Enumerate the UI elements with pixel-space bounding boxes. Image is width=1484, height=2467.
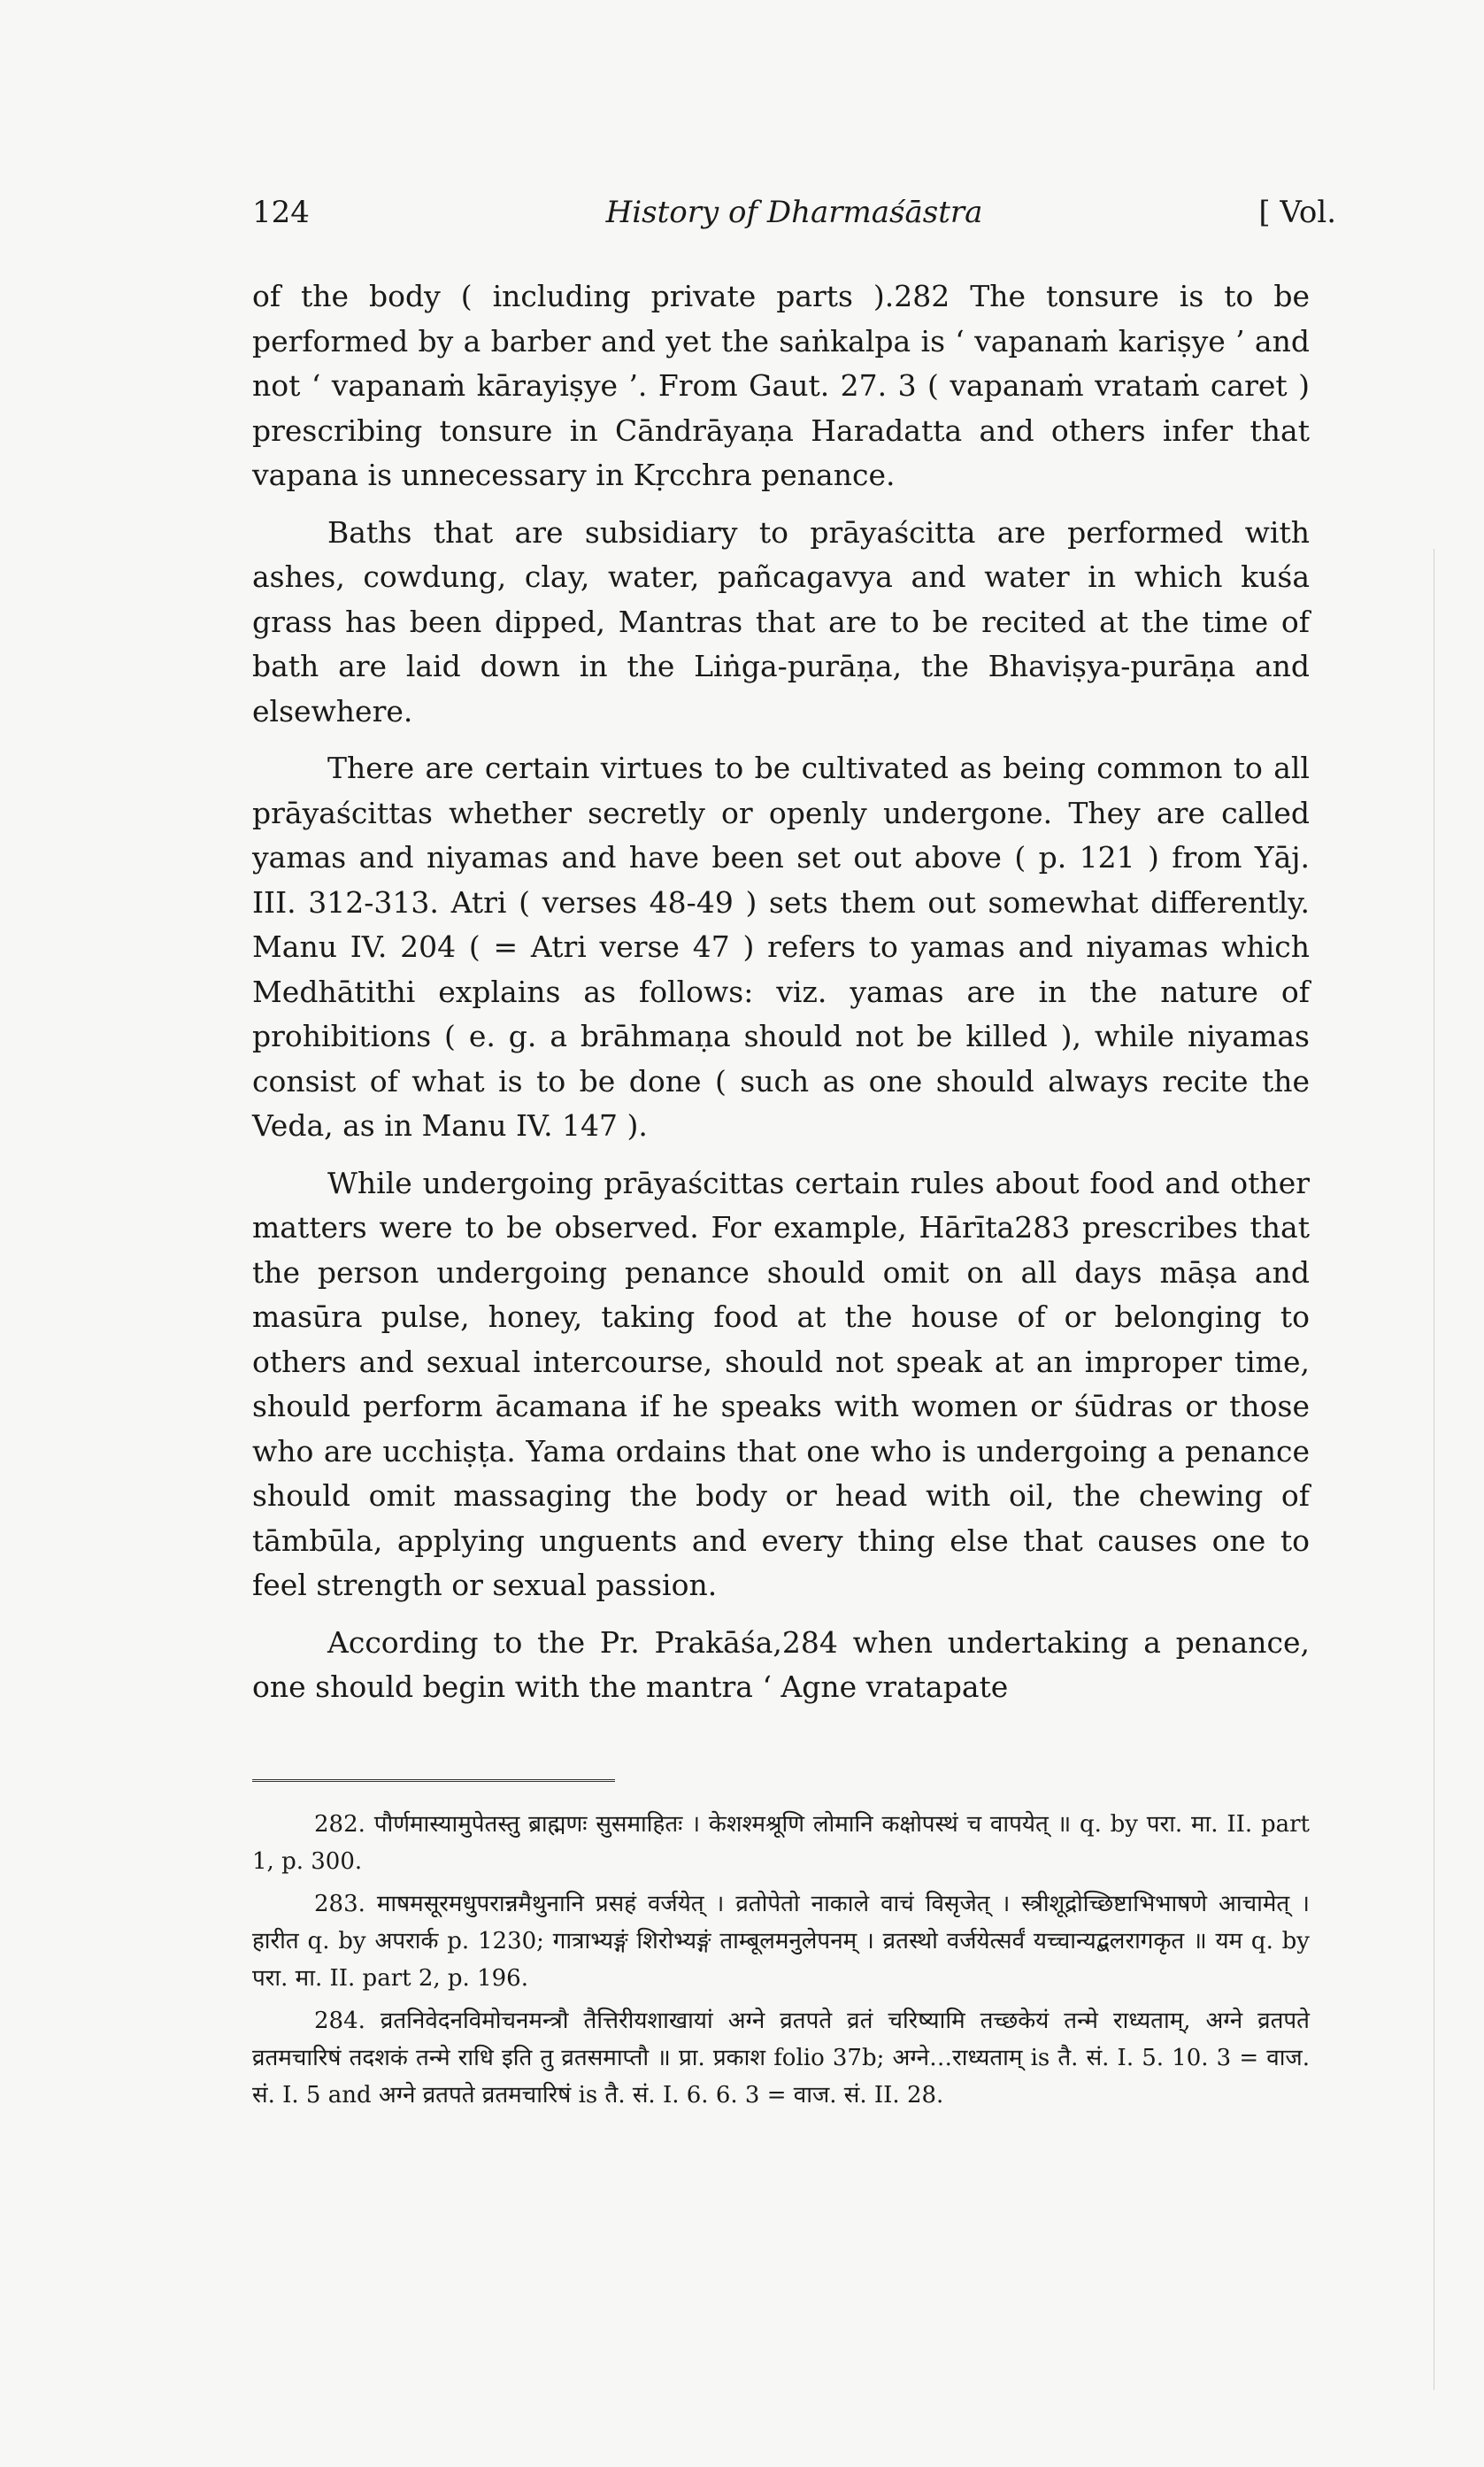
main-text: [252, 274, 1310, 1723]
volume-label: [ Vol.: [1258, 195, 1336, 230]
footnotes: [252, 1806, 1310, 2119]
footnote-divider: [252, 1779, 615, 1782]
footnote-282: 282. पौर्णमास्यामुपेतस्तु ब्राह्मणः सुसमाहितः । केशश्मश्रूणि लोमानि कक्षोपस्थं च वापयेत् ॥ q. by परा. मा. II. part 1, p. 300.: [252, 1811, 1310, 1875]
paragraph-mantra: According to the Pr. Prakāśa,284 when undertaking a penance, one should begin with the mantra ‘ Agne vratapate: [252, 1624, 1310, 1704]
running-title: History of Dharmaśāstra: [605, 195, 983, 230]
footnote-283: 283. माषमसूरमधुपरान्नमैथुनानि प्रसहं वर्जयेत् । व्रतोपेतो नाकाले वाचं विसृजेत् । स्त्रीशूद्रोच्छिष्टाभिभाषणे आचामेत् । हारीत q. by अपरार्क p. 1230; गात्राभ्यङ्गं शिरोभ्यङ्गं ताम्बूलमनुलेपनम् । व्रतस्थो वर्जयेत्सर्वं यच्चान्यद्बलरागकृत ॥ यम q. by परा. मा. II. part 2, p. 196.: [252, 1891, 1310, 1992]
paragraph-tonsure: of the body ( including private parts ).282 The tonsure is to be performed by a barber and yet the saṅkalpa is ‘ vapanaṁ kariṣye ’ and not ‘ vapanaṁ kārayiṣye ’. From Gaut. 27. 3 ( vapanaṁ vrataṁ caret ) prescribing tonsure in Cāndrāyaṇa Haradatta and others infer that vapana is unnecessary in Kṛcchra penance.: [252, 279, 1310, 492]
page-header: [252, 195, 1336, 248]
paragraph-baths: Baths that are subsidiary to prāyaścitta are performed with ashes, cowdung, clay, water, pañcagavya and water in which kuśa grass has been dipped, Mantras that are to be recited at the time of bath are laid down in the Liṅga-purāṇa, the Bhaviṣya-purāṇa and elsewhere.: [252, 514, 1310, 729]
page-number: 124: [252, 195, 310, 230]
paragraph-virtues: There are certain virtues to be cultivated as being common to all prāyaścittas whether secretly or openly undergone. They are called yamas and niyamas and have been set out above ( p. 121 ) from Yāj. III. 312-313. Atri ( verses 48-49 ) sets them out somewhat differently. Manu IV. 204 ( = Atri verse 47 ) refers to yamas and niyamas which Medhātithi explains as follows: viz. yamas are in the nature of prohibitions ( e. g. a brāhmaṇa should not be killed ), while niyamas consist of what is to be done ( such as one should always recite the Veda, as in Manu IV. 147 ).: [252, 751, 1310, 1143]
footnote-284: 284. व्रतनिवेदनविमोचनमन्त्रौ तैत्तिरीयशाखायां अग्ने व्रतपते व्रतं चरिष्यामि तच्छकेयं तन्मे राध्यताम्, अग्ने व्रतपते व्रतमचारिषं तदशकं तन्मे राधि इति तु व्रतसमाप्तौ ॥ प्रा. प्रकाश folio 37b; अग्ने…राध्यताम् is तै. सं. I. 5. 10. 3 = वाज. सं. I. 5 and अग्ने व्रतपते व्रतमचारिषं is तै. सं. I. 6. 6. 3 = वाज. सं. II. 28.: [252, 2008, 1310, 2109]
paragraph-rules: While undergoing prāyaścittas certain rules about food and other matters were to be observed. For example, Hārīta283 prescribes that the person undergoing penance should omit on all days māṣa and masūra pulse, honey, taking food at the house of or belonging to others and sexual intercourse, should not speak at an improper time, should perform ācamana if he speaks with women or śūdras or those who are ucchiṣṭa. Yama ordains that one who is undergoing a penance should omit massaging the body or head with oil, the chewing of tāmbūla, applying unguents and every thing else that causes one to feel strength or sexual passion.: [252, 1165, 1310, 1602]
